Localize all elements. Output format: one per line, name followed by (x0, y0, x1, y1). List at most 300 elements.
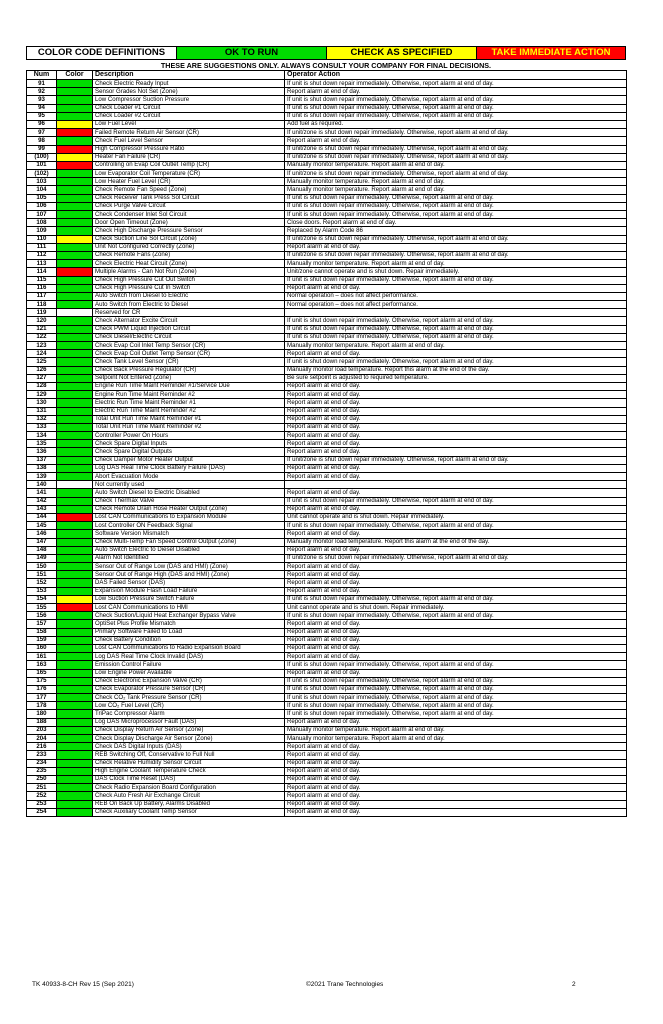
alarm-color-swatch (57, 350, 93, 358)
operator-action: If unit/zone is shut down repair immediately. Otherwise, report alarm at end of day. (285, 170, 627, 178)
alarm-color-swatch (57, 628, 93, 636)
operator-action: If unit is shut down repair immediately. Otherwise, report alarm at end of day. (285, 211, 627, 219)
alarm-code-num: 111 (27, 243, 57, 251)
alarm-code-num: 163 (27, 661, 57, 669)
alarm-description: Controlling on Evap Coil Outlet Temp (CR) (93, 161, 285, 169)
alarm-code-num: 139 (27, 473, 57, 481)
alarm-code-table (26, 70, 627, 817)
alarm-description: Setpoint Not Entered (Zone) (93, 374, 285, 382)
alarm-code-num: 118 (27, 301, 57, 309)
table-row (27, 743, 627, 751)
alarm-code-num: 119 (27, 309, 57, 317)
alarm-description: Software Version Mismatch (93, 530, 285, 538)
table-row (27, 702, 627, 710)
legend-check-as-specified: CHECK AS SPECIFIED (327, 47, 477, 59)
alarm-color-swatch (57, 456, 93, 464)
alarm-color-swatch (57, 563, 93, 571)
alarm-color-swatch (57, 415, 93, 423)
table-row (27, 251, 627, 259)
alarm-description: Check Remote Fans (Zone) (93, 251, 285, 259)
alarm-color-swatch (57, 366, 93, 374)
alarm-code-num: 154 (27, 595, 57, 603)
alarm-color-swatch (57, 595, 93, 603)
table-row (27, 554, 627, 562)
alarm-code-num: 150 (27, 563, 57, 571)
table-row (27, 612, 627, 620)
alarm-color-swatch (57, 194, 93, 202)
operator-action: If unit/zone is shut down repair immediately. Otherwise, report alarm at end of day. (285, 235, 627, 243)
table-row (27, 382, 627, 390)
operator-action: Report alarm at end of day. (285, 775, 627, 783)
alarm-code-num: 138 (27, 464, 57, 472)
alarm-code-rows (27, 80, 627, 817)
alarm-color-swatch (57, 702, 93, 710)
alarm-description: Expansion Module Flash Load Failure (93, 587, 285, 595)
alarm-description: Emission Control Failure (93, 661, 285, 669)
alarm-code-num: 125 (27, 358, 57, 366)
operator-action: Report alarm at end of day. (285, 415, 627, 423)
alarm-code-num: 114 (27, 268, 57, 276)
alarm-description: Low Compressor Suction Pressure (93, 96, 285, 104)
alarm-code-num: 131 (27, 407, 57, 415)
alarm-description: Sensor Grades Not Set (Zone) (93, 88, 285, 96)
header-operator-action: Operator Action (285, 71, 627, 80)
alarm-color-swatch (57, 251, 93, 259)
table-row (27, 767, 627, 775)
alarm-description: High Engine Coolant Temperature Check (93, 767, 285, 775)
alarm-description: Engine Run Time Maint Reminder #1/Service Due (93, 382, 285, 390)
alarm-code-num: 144 (27, 513, 57, 521)
table-header-row (27, 71, 627, 80)
operator-action: Report alarm at end of day. (285, 759, 627, 767)
alarm-code-num: 233 (27, 751, 57, 759)
operator-action: If unit/zone is shut down repair immediately. Otherwise, report alarm at end of day. (285, 251, 627, 259)
alarm-code-num: 129 (27, 391, 57, 399)
alarm-code-num: 109 (27, 227, 57, 235)
header-color: Color (57, 71, 93, 80)
alarm-description: Check Back Pressure Regulator (CR) (93, 366, 285, 374)
operator-action: Manually monitor temperature. Report alarm at end of day. (285, 186, 627, 194)
alarm-code-num: 147 (27, 538, 57, 546)
operator-action: Report alarm at end of day. (285, 571, 627, 579)
table-row (27, 563, 627, 571)
operator-action: If unit is shut down repair immediately. Otherwise, report alarm at end of day. (285, 685, 627, 693)
legend-title: COLOR CODE DEFINITIONS (27, 47, 177, 59)
table-row (27, 374, 627, 382)
operator-action: Manually monitor temperature. Report alarm at end of day. (285, 260, 627, 268)
alarm-description: Check Suction Line Sol Circuit (Zone) (93, 235, 285, 243)
alarm-code-num: 98 (27, 137, 57, 145)
alarm-description: Lost CAN Communications to HMI (93, 604, 285, 612)
table-row (27, 735, 627, 743)
alarm-code-num: 203 (27, 726, 57, 734)
table-row (27, 792, 627, 800)
alarm-color-swatch (57, 317, 93, 325)
operator-action: Add fuel as required. (285, 120, 627, 128)
operator-action: Report alarm at end of day. (285, 489, 627, 497)
alarm-code-num: 234 (27, 759, 57, 767)
alarm-color-swatch (57, 513, 93, 521)
table-row (27, 440, 627, 448)
alarm-code-num: 130 (27, 399, 57, 407)
operator-action: If unit is shut down repair immediately. Otherwise, report alarm at end of day. (285, 333, 627, 341)
alarm-description: Sensor Out of Range High (DAS and HMI) (Zone) (93, 571, 285, 579)
alarm-description: Low Evaporator Coil Temperature (CR) (93, 170, 285, 178)
alarm-description: Heater Fan Failure (CR) (93, 153, 285, 161)
alarm-code-num: 92 (27, 88, 57, 96)
alarm-description: Total Unit Run Time Maint Reminder #2 (93, 423, 285, 431)
operator-action: Report alarm at end of day. (285, 767, 627, 775)
alarm-color-swatch (57, 358, 93, 366)
table-row (27, 497, 627, 505)
alarm-code-num: 149 (27, 554, 57, 562)
alarm-color-swatch (57, 333, 93, 341)
table-row (27, 415, 627, 423)
table-row (27, 120, 627, 128)
alarm-description: REB On Back Up Battery, Alarms Disabled (93, 800, 285, 808)
alarm-color-swatch (57, 96, 93, 104)
alarm-description: Check Radio Expansion Board Configuration (93, 784, 285, 792)
alarm-color-swatch (57, 80, 93, 88)
operator-action: Normal operation – does not affect performance. (285, 301, 627, 309)
alarm-code-num: 146 (27, 530, 57, 538)
alarm-code-num: 110 (27, 235, 57, 243)
alarm-description: Controller Power On Hours (93, 432, 285, 440)
alarm-description: Low CO₂ Fuel Level (CR) (93, 702, 285, 710)
alarm-description: Unit Not Configured Correctly (Zone) (93, 243, 285, 251)
table-row (27, 227, 627, 235)
alarm-code-num: 177 (27, 694, 57, 702)
operator-action: If unit is shut down repair immediately. Otherwise, report alarm at end of day. (285, 694, 627, 702)
alarm-code-num: 136 (27, 448, 57, 456)
alarm-code-num: 105 (27, 194, 57, 202)
operator-action: Report alarm at end of day. (285, 284, 627, 292)
operator-action: Unit/zone cannot operate and is shut down. Repair immediately. (285, 268, 627, 276)
table-row (27, 145, 627, 153)
alarm-description: Check High Pressure Cut Out Switch (93, 276, 285, 284)
operator-action: If unit is shut down repair immediately. Otherwise, report alarm at end of day. (285, 112, 627, 120)
operator-action: Report alarm at end of day. (285, 440, 627, 448)
operator-action: Replaced by Alarm Code 86 (285, 227, 627, 235)
alarm-description: DAS Clock Time Reset (DAS) (93, 775, 285, 783)
operator-action: If unit is shut down repair immediately. Otherwise, report alarm at end of day. (285, 80, 627, 88)
operator-action: If unit is shut down repair immediately. Otherwise, report alarm at end of day. (285, 612, 627, 620)
alarm-color-swatch (57, 464, 93, 472)
alarm-description: Failed Remote Return Air Sensor (CR) (93, 129, 285, 137)
alarm-code-num: 152 (27, 579, 57, 587)
alarm-color-swatch (57, 391, 93, 399)
table-row (27, 653, 627, 661)
alarm-description: Check Tank Level Sensor (CR) (93, 358, 285, 366)
alarm-description: DAS Failed Sensor (DAS) (93, 579, 285, 587)
table-row (27, 759, 627, 767)
table-row (27, 178, 627, 186)
alarm-color-swatch (57, 759, 93, 767)
operator-action: If unit is shut down repair immediately. Otherwise, report alarm at end of day. (285, 104, 627, 112)
table-row (27, 661, 627, 669)
alarm-color-swatch (57, 243, 93, 251)
alarm-description: Check Evaporator Pressure Sensor (CR) (93, 685, 285, 693)
alarm-color-swatch (57, 178, 93, 186)
alarm-code-num: 128 (27, 382, 57, 390)
alarm-color-swatch (57, 448, 93, 456)
operator-action: If unit is shut down repair immediately. Otherwise, report alarm at end of day. (285, 325, 627, 333)
operator-action: Unit cannot operate and is shut down. Repair immediately. (285, 513, 627, 521)
alarm-description: Check Multi-Temp Fan Speed Control Output (Zone) (93, 538, 285, 546)
operator-action: Report alarm at end of day. (285, 448, 627, 456)
table-row (27, 219, 627, 227)
table-row (27, 235, 627, 243)
alarm-description: REB Switching Off, Conservative to Full Null (93, 751, 285, 759)
operator-action: Report alarm at end of day. (285, 243, 627, 251)
header-num: Num (27, 71, 57, 80)
operator-action: If unit is shut down repair immediately. Otherwise, report alarm at end of day. (285, 677, 627, 685)
alarm-color-swatch (57, 268, 93, 276)
alarm-code-num: 123 (27, 342, 57, 350)
alarm-code-num: 143 (27, 505, 57, 513)
operator-action (285, 481, 627, 489)
alarm-color-swatch (57, 170, 93, 178)
disclaimer-subtitle: THESE ARE SUGGESTIONS ONLY. ALWAYS CONSULT YOUR COMPANY FOR FINAL DECISIONS. (160, 61, 492, 70)
legend-take-immediate-action: TAKE IMMEDIATE ACTION (477, 47, 625, 59)
alarm-description: Check Remote Drain Hose Heater Output (Zone) (93, 505, 285, 513)
alarm-description: Check Fuel Level Sensor (93, 137, 285, 145)
alarm-code-num: 142 (27, 497, 57, 505)
operator-action: If unit is shut down repair immediately. Otherwise, report alarm at end of day. (285, 710, 627, 718)
alarm-color-swatch (57, 153, 93, 161)
alarm-code-num: 133 (27, 423, 57, 431)
table-row (27, 284, 627, 292)
legend-ok-to-run: OK TO RUN (177, 47, 327, 59)
operator-action: Manually monitor temperature. Report alarm at end of day. (285, 342, 627, 350)
alarm-color-swatch (57, 505, 93, 513)
operator-action: Report alarm at end of day. (285, 669, 627, 677)
alarm-description: Check Loader #2 Circuit (93, 112, 285, 120)
operator-action: If unit is shut down repair immediately. Otherwise, report alarm at end of day. (285, 194, 627, 202)
alarm-code-num: (102) (27, 170, 57, 178)
operator-action: If unit/zone is shut down repair immediately. Otherwise, report alarm at end of day. (285, 145, 627, 153)
alarm-description: Check DAS Digital Inputs (DAS) (93, 743, 285, 751)
alarm-description: Primary Software Failed to Load (93, 628, 285, 636)
table-row (27, 309, 627, 317)
alarm-description: Lost CAN Communications to Radio Expansion Board (93, 644, 285, 652)
alarm-code-num: 204 (27, 735, 57, 743)
alarm-code-num: 252 (27, 792, 57, 800)
alarm-description: Check Evap Coil Inlet Temp Sensor (CR) (93, 342, 285, 350)
table-row (27, 628, 627, 636)
alarm-code-num: 93 (27, 96, 57, 104)
operator-action: Manually monitor temperature. Report alarm at end of day. (285, 178, 627, 186)
operator-action: Report alarm at end of day. (285, 636, 627, 644)
alarm-description: Check Receiver Tank Press Sol Circuit (93, 194, 285, 202)
operator-action: If unit/zone is shut down repair immediately. Otherwise, report alarm at end of day. (285, 129, 627, 137)
table-row (27, 96, 627, 104)
alarm-color-swatch (57, 301, 93, 309)
alarm-color-swatch (57, 161, 93, 169)
alarm-description: Check Remote Fan Speed (Zone) (93, 186, 285, 194)
alarm-code-num: 120 (27, 317, 57, 325)
table-row (27, 333, 627, 341)
alarm-code-num: 112 (27, 251, 57, 259)
alarm-code-num: 97 (27, 129, 57, 137)
alarm-description: Check Thermax Valve (93, 497, 285, 505)
operator-action: Report alarm at end of day. (285, 530, 627, 538)
alarm-description: Log DAS Microprocessor Fault (DAS) (93, 718, 285, 726)
table-row (27, 399, 627, 407)
alarm-description: Auto Switch Electric to Diesel Disabled (93, 546, 285, 554)
table-row (27, 456, 627, 464)
table-row (27, 620, 627, 628)
alarm-description: Check Display Return Air Sensor (Zone) (93, 726, 285, 734)
operator-action: Report alarm at end of day. (285, 546, 627, 554)
operator-action: Report alarm at end of day. (285, 350, 627, 358)
alarm-color-swatch (57, 432, 93, 440)
operator-action: Normal operation – does not affect performance. (285, 292, 627, 300)
table-row (27, 448, 627, 456)
alarm-color-swatch (57, 587, 93, 595)
operator-action: Report alarm at end of day. (285, 88, 627, 96)
alarm-color-swatch (57, 612, 93, 620)
alarm-color-swatch (57, 767, 93, 775)
alarm-code-num: 101 (27, 161, 57, 169)
table-row (27, 80, 627, 88)
alarm-color-swatch (57, 219, 93, 227)
table-row (27, 260, 627, 268)
alarm-code-num: 254 (27, 808, 57, 816)
footer-document-id: TK 40933-8-CH Rev 15 (Sep 2021) (32, 981, 134, 988)
alarm-description: Check CO₂ Tank Pressure Sensor (CR) (93, 694, 285, 702)
alarm-code-num: 165 (27, 669, 57, 677)
alarm-code-num: 151 (27, 571, 57, 579)
table-row (27, 685, 627, 693)
alarm-code-num: 91 (27, 80, 57, 88)
alarm-color-swatch (57, 129, 93, 137)
alarm-code-num: 178 (27, 702, 57, 710)
operator-action: Report alarm at end of day. (285, 792, 627, 800)
operator-action: Close doors. Report alarm at end of day. (285, 219, 627, 227)
alarm-code-num: (100) (27, 153, 57, 161)
alarm-code-num: 216 (27, 743, 57, 751)
alarm-color-swatch (57, 604, 93, 612)
alarm-description: Check Alternator Excite Circuit (93, 317, 285, 325)
alarm-description: Sensor Out of Range Low (DAS and HMI) (Zone) (93, 563, 285, 571)
alarm-description: Check PWM Liquid Injection Circuit (93, 325, 285, 333)
alarm-code-num: 160 (27, 644, 57, 652)
table-row (27, 481, 627, 489)
alarm-description: Low Fuel Level (93, 120, 285, 128)
alarm-code-num: 121 (27, 325, 57, 333)
alarm-color-swatch (57, 636, 93, 644)
alarm-description: Not currently used (93, 481, 285, 489)
table-row (27, 202, 627, 210)
alarm-color-swatch (57, 489, 93, 497)
table-row (27, 571, 627, 579)
alarm-color-swatch (57, 276, 93, 284)
alarm-color-swatch (57, 481, 93, 489)
alarm-color-swatch (57, 325, 93, 333)
alarm-code-num: 250 (27, 775, 57, 783)
alarm-description: Check Diesel/Electric Circuit (93, 333, 285, 341)
alarm-code-num: 176 (27, 685, 57, 693)
table-row (27, 129, 627, 137)
operator-action: Report alarm at end of day. (285, 505, 627, 513)
table-row (27, 342, 627, 350)
operator-action: Report alarm at end of day. (285, 382, 627, 390)
alarm-code-num: 117 (27, 292, 57, 300)
table-row (27, 423, 627, 431)
alarm-code-num: 156 (27, 612, 57, 620)
alarm-code-num: 155 (27, 604, 57, 612)
operator-action: Report alarm at end of day. (285, 751, 627, 759)
alarm-description: Lost Controller ON Feedback Signal (93, 522, 285, 530)
alarm-color-swatch (57, 661, 93, 669)
operator-action: If unit is shut down repair immediately. Otherwise, report alarm at end of day. (285, 661, 627, 669)
operator-action: If unit is shut down repair immediately. Otherwise, report alarm at end of day. (285, 702, 627, 710)
alarm-color-swatch (57, 88, 93, 96)
operator-action: Report alarm at end of day. (285, 800, 627, 808)
alarm-color-swatch (57, 186, 93, 194)
alarm-code-num: 158 (27, 628, 57, 636)
table-row (27, 775, 627, 783)
operator-action: Report alarm at end of day. (285, 464, 627, 472)
operator-action: Manually monitor load temperature. Report this alarm at the end of the day. (285, 366, 627, 374)
alarm-code-num: 106 (27, 202, 57, 210)
operator-action: Report alarm at end of day. (285, 653, 627, 661)
alarm-description: Alarm Not Identified (93, 554, 285, 562)
alarm-description: Check Damper Motor Heater Output (93, 456, 285, 464)
alarm-color-swatch (57, 751, 93, 759)
alarm-code-num: 104 (27, 186, 57, 194)
table-row (27, 513, 627, 521)
alarm-code-num: 115 (27, 276, 57, 284)
alarm-description: Auto Switch Diesel to Electric Disabled (93, 489, 285, 497)
alarm-description: Engine Run Time Maint Reminder #2 (93, 391, 285, 399)
operator-action: Report alarm at end of day. (285, 718, 627, 726)
footer-copyright: ©2021 Trane Technologies (306, 981, 384, 988)
table-row (27, 595, 627, 603)
table-row (27, 194, 627, 202)
alarm-color-swatch (57, 227, 93, 235)
alarm-code-num: 96 (27, 120, 57, 128)
table-row (27, 636, 627, 644)
alarm-description: Door Open Timeout (Zone) (93, 219, 285, 227)
alarm-code-num: 141 (27, 489, 57, 497)
table-row (27, 538, 627, 546)
table-row (27, 243, 627, 251)
alarm-code-num: 253 (27, 800, 57, 808)
alarm-color-swatch (57, 685, 93, 693)
alarm-code-num: 159 (27, 636, 57, 644)
table-row (27, 677, 627, 685)
operator-action: Report alarm at end of day. (285, 137, 627, 145)
alarm-color-swatch (57, 554, 93, 562)
alarm-description: Check Display Discharge Air Sensor (Zone) (93, 735, 285, 743)
alarm-description: Check Auto Fresh Air Exchange Circuit (93, 792, 285, 800)
table-row (27, 358, 627, 366)
alarm-code-num: 134 (27, 432, 57, 440)
table-row (27, 579, 627, 587)
alarm-color-swatch (57, 726, 93, 734)
table-row (27, 186, 627, 194)
table-row (27, 489, 627, 497)
alarm-color-swatch (57, 497, 93, 505)
alarm-color-swatch (57, 292, 93, 300)
alarm-code-num: 135 (27, 440, 57, 448)
alarm-code-num: 99 (27, 145, 57, 153)
operator-action: If unit is shut down repair immediately. Otherwise, report alarm at end of day. (285, 96, 627, 104)
table-row (27, 211, 627, 219)
table-row (27, 137, 627, 145)
